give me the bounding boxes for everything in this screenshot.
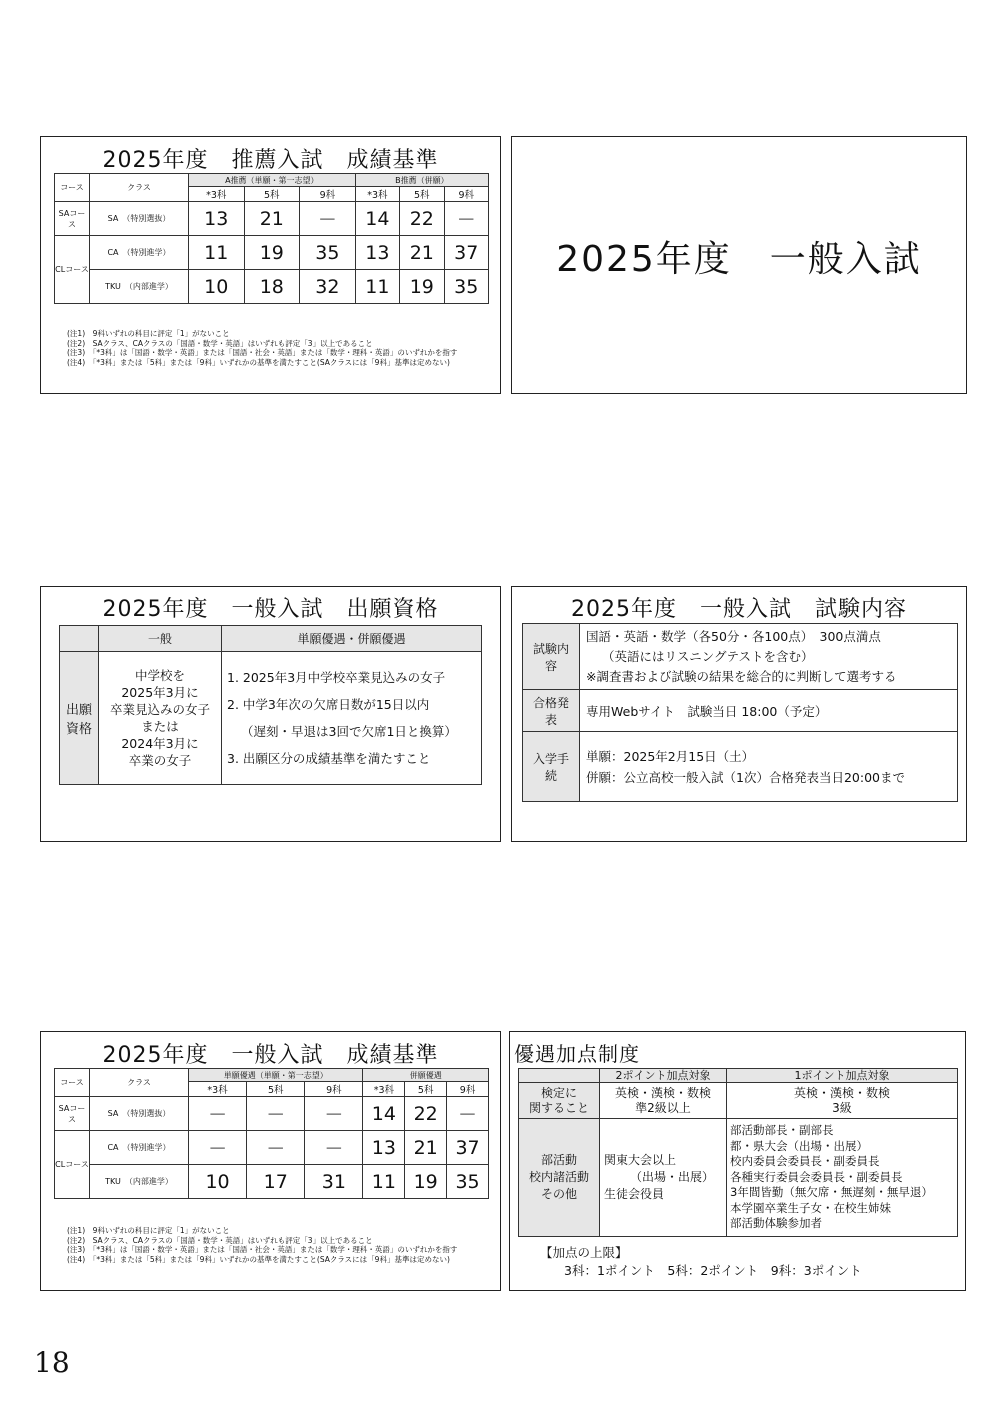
note-line: (注1) 9科いずれの科目に評定「1」がないこと (67, 329, 230, 338)
header-class: クラス (90, 1069, 189, 1097)
table-row (55, 236, 489, 270)
cell-line: 部活動体験参加者 (730, 1216, 822, 1231)
value-cell: 17 (247, 1165, 305, 1199)
value-cell: － (305, 1131, 363, 1165)
value-cell: 19 (400, 270, 444, 304)
value-cell: 35 (447, 1165, 489, 1199)
value-cell: 13 (363, 1131, 405, 1165)
value-cell: 35 (300, 236, 356, 270)
eligibility-table (59, 625, 482, 785)
slide-title: 2025年度 一般入試 成績基準 (102, 1043, 439, 1068)
sub-header: *3科 (189, 187, 245, 202)
bonus-table (518, 1068, 958, 1237)
course-sa: SAコース (55, 202, 90, 236)
pref-line: 1. 2025年3月中学校卒業見込みの女子 (227, 670, 446, 685)
note-line: (注4) 「*3科」または「5科」または「9科」いずれかの基準を満たすこと(SAクラスには「9科」基準は定めない) (67, 357, 450, 367)
slide-eligibility (40, 586, 501, 842)
class-name: CA （特別進学） (90, 236, 189, 270)
value-cell: 22 (400, 202, 444, 236)
value-cell: 19 (244, 236, 300, 270)
general-line: または (141, 719, 179, 734)
value-cell: 13 (189, 202, 245, 236)
note-line: (注4) 「*3科」または「5科」または「9科」いずれかの基準を満たすこと(SAクラスには「9科」基準は定めない) (67, 1254, 450, 1264)
general-line: 卒業見込みの女子 (109, 702, 210, 717)
header-group-b: 併願優遇 (363, 1069, 489, 1082)
content-line: ※調査書および試験の結果を総合的に判断して選考する (586, 668, 897, 684)
sub-header: 9科 (447, 1082, 489, 1097)
note-line: (注3) 「*3科」は「国語・数学・英語」または「国語・社会・英語」または「数学・理科・英語」のいずれかを指す (67, 348, 458, 357)
table-row (55, 1097, 489, 1131)
table-row (523, 624, 958, 690)
row-label: 入学手続 (523, 732, 580, 802)
cell-line: 各種実行委員会委員長・副委員長 (730, 1169, 903, 1184)
content-line: 国語・英語・数学（各50分・各100点） 300点満点 (586, 628, 881, 644)
class-name: SA （特別選抜） (90, 202, 189, 236)
table-row (55, 202, 489, 236)
header-group-a: 単願優遇（単願・第一志望） (189, 1069, 363, 1082)
slide-title: 2025年度 推薦入試 成績基準 (102, 148, 439, 173)
course-sa: SAコース (55, 1097, 90, 1131)
row-label: 合格発表 (523, 690, 580, 732)
note-line: (注3) 「*3科」は「国語・数学・英語」または「国語・社会・英語」または「数学・理科・英語」のいずれかを指す (67, 1245, 458, 1254)
value-cell: 11 (189, 236, 245, 270)
criteria-table (54, 173, 489, 304)
header-preferential: 単願優遇・併願優遇 (222, 626, 482, 652)
table-row (55, 1165, 489, 1199)
sub-header: 9科 (305, 1082, 363, 1097)
cell-line: 英検・漢検・数検 (793, 1086, 890, 1101)
pref-line: （遅刻・早退は3回で欠席1日と換算） (241, 724, 457, 739)
value-cell: 31 (305, 1165, 363, 1199)
row-label: その他 (540, 1187, 577, 1202)
value-cell: 32 (300, 270, 356, 304)
row-label: 出願資格 (60, 652, 99, 785)
note-line: (注2) SAクラス、CAクラスの「国語・数学・英語」はいずれも評定「3」以上であること (67, 338, 373, 348)
value-cell: 14 (355, 202, 399, 236)
criteria-table (54, 1068, 489, 1199)
class-name: SA （特別選抜） (90, 1097, 189, 1131)
notes (67, 329, 457, 367)
exam-table (522, 623, 958, 802)
value-cell: 18 (244, 270, 300, 304)
value-cell: 37 (447, 1131, 489, 1165)
value-cell: 10 (189, 270, 245, 304)
table-row (519, 1119, 958, 1237)
value-cell: 21 (400, 236, 444, 270)
slide-title: 2025年度 一般入試 出願資格 (102, 597, 439, 622)
cell-line: （出場・出展） (630, 1170, 715, 1185)
note-line: (注2) SAクラス、CAクラスの「国語・数学・英語」はいずれも評定「3」以上であること (67, 1235, 373, 1245)
class-name: TKU （内部進学） (90, 1165, 189, 1199)
course-cl: CLコース (55, 236, 90, 304)
table-row (55, 270, 489, 304)
slide-title: 2025年度 一般入試 (556, 239, 922, 280)
value-cell: 37 (444, 236, 489, 270)
cell-line: 準2級以上 (635, 1100, 691, 1115)
general-line: 2025年3月に (121, 685, 199, 700)
sub-header: *3科 (355, 187, 399, 202)
note-line: (注1) 9科いずれの科目に評定「1」がないこと (67, 1226, 230, 1235)
header-2pt: 2ポイント加点対象 (600, 1069, 727, 1083)
slide-title: 優遇加点制度 (514, 1042, 640, 1066)
cell-line: 都・県大会（出場・出展） (730, 1138, 868, 1153)
cell-line: 部活動部長・副部長 (730, 1123, 834, 1138)
slide-recommendation-criteria (40, 136, 501, 394)
value-cell: 11 (363, 1165, 405, 1199)
slide-exam-content (511, 586, 967, 842)
cell-line: 校内委員会委員長・副委員長 (730, 1154, 880, 1169)
sub-header: 5科 (247, 1082, 305, 1097)
content-line: 併願：公立高校一般入試（1次）合格発表当日20:00まで (586, 769, 905, 785)
row-label: 校内諸活動 (528, 1170, 589, 1185)
value-cell: 21 (405, 1131, 447, 1165)
sub-header: *3科 (363, 1082, 405, 1097)
value-cell: － (189, 1097, 247, 1131)
header-class: クラス (90, 174, 189, 202)
value-cell: － (189, 1131, 247, 1165)
value-cell: 10 (189, 1165, 247, 1199)
value-cell: 21 (244, 202, 300, 236)
value-cell: 22 (405, 1097, 447, 1131)
value-cell: － (300, 202, 356, 236)
cell-line: 3年間皆勤（無欠席・無遅刻・無早退） (730, 1185, 933, 1200)
slide-general-exam-title (511, 136, 967, 394)
table-row (523, 732, 958, 802)
value-cell: － (247, 1131, 305, 1165)
notes (67, 1226, 457, 1264)
content-line: （英語にはリスニングテストを含む） (602, 648, 814, 664)
value-cell: － (444, 202, 489, 236)
value-cell: 11 (355, 270, 399, 304)
slide-bonus-points (509, 1031, 966, 1291)
header-course: コース (55, 174, 90, 202)
row-label: 検定に (540, 1086, 577, 1101)
value-cell: 13 (355, 236, 399, 270)
slide-title: 2025年度 一般入試 試験内容 (571, 597, 907, 622)
value-cell: － (447, 1097, 489, 1131)
general-line: 中学校を (134, 668, 185, 683)
sub-header: 9科 (300, 187, 356, 202)
content-line: 専用Webサイト 試験当日 18:00（予定） (586, 703, 828, 719)
sub-header: 9科 (444, 187, 489, 202)
value-cell: 35 (444, 270, 489, 304)
row-label: 部活動 (540, 1153, 577, 1168)
sub-header: 5科 (405, 1082, 447, 1097)
value-cell: － (247, 1097, 305, 1131)
page-number: 18 (34, 1346, 70, 1379)
value-cell: 14 (363, 1097, 405, 1131)
cell-line: 3級 (832, 1100, 852, 1115)
limit-text: 3科：1ポイント 5科：2ポイント 9科：3ポイント (564, 1263, 862, 1278)
sub-header: 5科 (244, 187, 300, 202)
row-label: 試験内容 (523, 624, 580, 690)
general-line: 卒業の女子 (128, 753, 192, 768)
cell-line: 本学園卒業生子女・在校生姉妹 (730, 1200, 891, 1215)
header-1pt: 1ポイント加点対象 (727, 1069, 958, 1083)
sub-header: *3科 (189, 1082, 247, 1097)
header-group-b: B推薦（併願） (355, 174, 488, 187)
limit-title: 【加点の上限】 (540, 1245, 628, 1260)
table-row (519, 1083, 958, 1119)
table-row (55, 1131, 489, 1165)
cell-line: 生徒会役員 (604, 1187, 665, 1202)
class-name: CA （特別進学） (90, 1131, 189, 1165)
value-cell: － (305, 1097, 363, 1131)
sub-header: 5科 (400, 187, 444, 202)
header-group-a: A推薦（単願・第一志望） (189, 174, 356, 187)
value-cell: 19 (405, 1165, 447, 1199)
slide-general-criteria (40, 1031, 501, 1291)
content-line: 単願：2025年2月15日（土） (586, 748, 755, 764)
header-general: 一般 (99, 626, 222, 652)
pref-line: 3. 出願区分の成績基準を満たすこと (227, 751, 431, 766)
cell-line: 英検・漢検・数検 (614, 1086, 711, 1101)
pref-line: 2. 中学3年次の欠席日数が15日以内 (227, 697, 430, 712)
course-cl: CLコース (55, 1131, 90, 1199)
table-row (523, 690, 958, 732)
header-course: コース (55, 1069, 90, 1097)
general-line: 2024年3月に (121, 736, 199, 751)
row-label: 関すること (528, 1100, 589, 1115)
class-name: TKU （内部進学） (90, 270, 189, 304)
cell-line: 関東大会以上 (604, 1153, 677, 1168)
